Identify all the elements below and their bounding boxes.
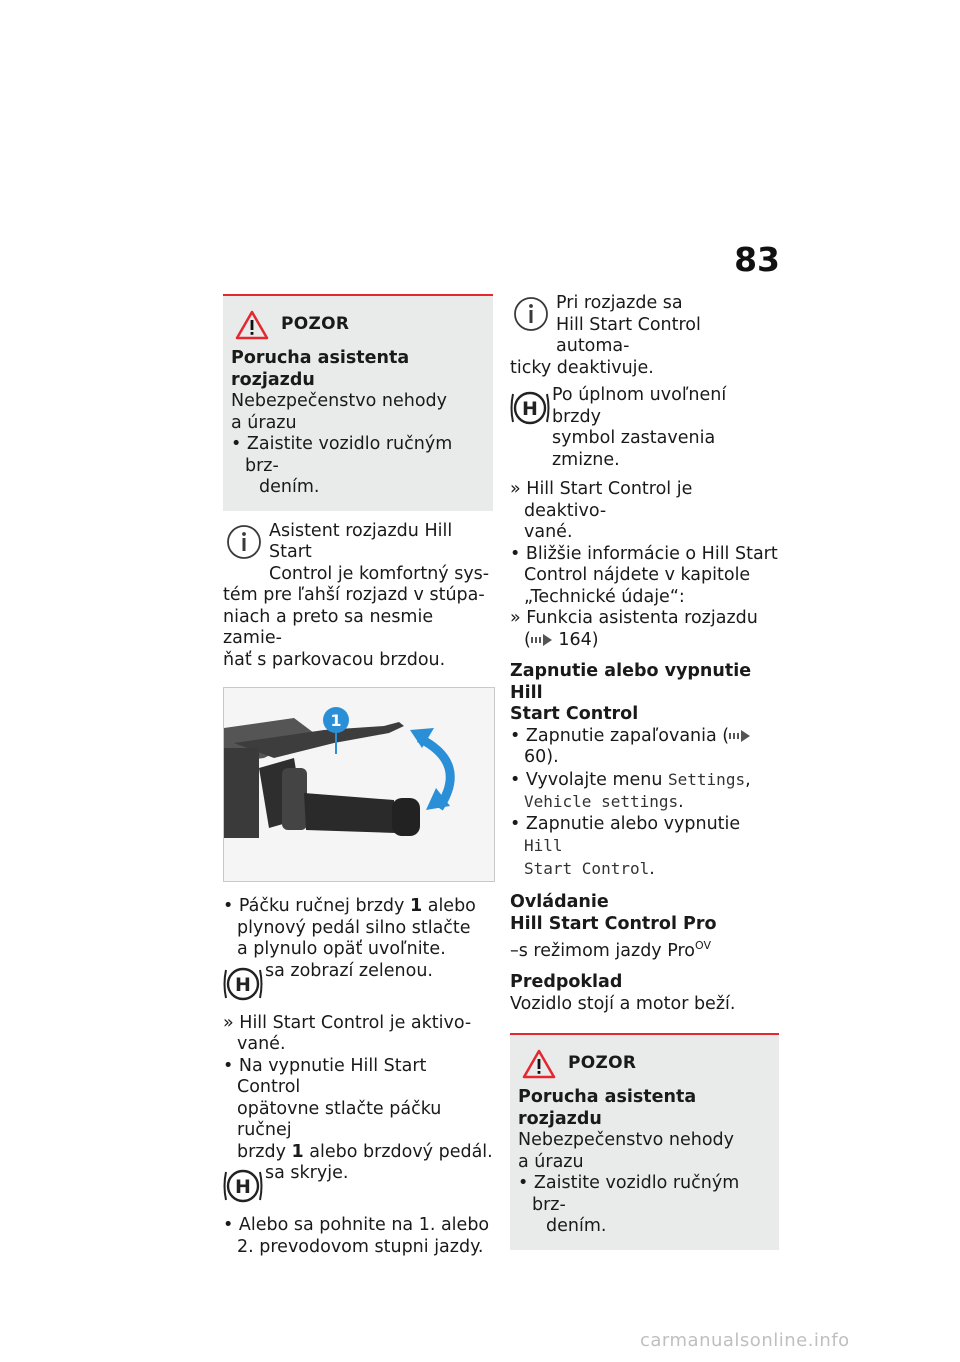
section-heading: Zapnutie alebo vypnutie Hill [510,661,752,703]
step-text: plynový pedál silno stlačte [237,917,471,938]
hill-start-h-icon [223,1167,263,1205]
step-text: opätovne stlačte páčku ručnej [237,1098,442,1140]
step-text: brzdy 1 alebo brzdový pedál. [237,1141,493,1162]
step-item: • Na vypnutie Hill Start Control [223,1055,427,1097]
symbol-row [510,385,779,471]
page-reference-arrow-icon [531,634,553,646]
left-column [223,294,493,1258]
warning-line: a úrazu [231,412,297,433]
warning-bullet: • Zaistite vozidlo ručným brz- dením. [518,1173,740,1237]
watermark: carmanualsonline.info [640,1330,850,1351]
symbol-text: sa zobrazí zelenou. [265,960,433,981]
step-text: Start Control. [524,858,655,879]
result-text: vané. [524,522,573,542]
result-item: » Funkcia asistenta rozjazdu [510,608,758,628]
info-text: Control je komfortný sys- [269,563,490,584]
page-reference-arrow-icon [729,730,751,742]
warning-header [231,310,485,338]
warning-bullet: • Zaistite vozidlo ručným brz- dením. [231,434,453,497]
info-text: ticky deaktivuje. [510,357,654,378]
warning-header [518,1049,771,1077]
handlebar-figure [223,687,495,882]
warning-title: POZOR [281,314,350,334]
symbol-row [223,961,493,1005]
step-text: Vehicle settings. [524,792,684,812]
result-item: » Hill Start Control je deaktivo- [510,479,693,521]
step-text: a plynulo opäť uvoľnite. [237,939,446,959]
handlebar-illustration [224,688,494,881]
symbol-text: sa skryje. [265,1163,349,1183]
step-item: • Zapnutie zapaľovania (60). [510,726,779,769]
step-item: • Alebo sa pohnite na 1. alebo [223,1215,490,1235]
symbol-row [223,1163,493,1207]
step-item: • Zapnutie alebo vypnutie Hill [510,813,741,855]
symbol-text: Po úplnom uvoľnení brzdy symbol zastavenia zmizne. [552,385,727,470]
warning-box [510,1033,779,1250]
section-subtitle: –s režimom jazdy Pro$^{OV}$ [510,939,711,961]
warning-heading: Porucha asistenta rozjazdu [518,1087,697,1129]
svg-text:H: H [235,1176,251,1198]
warning-title: POZOR [568,1053,637,1074]
info-text: niach a preto sa nesmie zamie- [223,606,434,648]
svg-text:H: H [235,973,251,996]
page-number: 83 [734,240,780,279]
info-icon [225,523,263,561]
info-text: Asistent rozjazdu Hill Start [269,520,453,562]
warning-triangle-icon [522,1049,556,1079]
step-item: • Páčku ručnej brzdy 1 alebo [223,896,476,916]
info-text: ňať s parkovacou brzdou. [223,649,446,670]
warning-line: Nebezpečenstvo nehody [231,391,447,411]
svg-text:H: H [522,398,538,420]
info-text: Control nájdete v kapitole [524,565,751,585]
info-text: Hill Start Control automa- [556,314,701,356]
result-item: » Hill Start Control je aktivo- [223,1012,472,1033]
warning-heading: Porucha asistenta rozjazdu [231,348,410,390]
step-text: 2. prevodovom stupni jazdy. [237,1236,484,1257]
right-column [510,293,779,1250]
callout-label: 1 [330,711,342,730]
warning-box [223,294,493,511]
info-note [510,293,779,379]
section-heading: Predpoklad [510,972,623,993]
result-text: vané. [237,1034,286,1054]
section-heading: Start Control [510,704,639,724]
warning-line: Nebezpečenstvo nehody [518,1130,734,1151]
info-text: „Technické údaje“: [524,586,685,607]
section-heading: Hill Start Control Pro [510,913,717,934]
warning-triangle-icon [235,310,269,340]
warning-line: a úrazu [518,1151,584,1172]
hill-start-h-icon [223,965,263,1003]
section-text: Vozidlo stojí a motor beží. [510,993,736,1014]
section-heading: Ovládanie [510,892,609,912]
hill-start-h-icon [510,389,550,427]
info-icon [512,295,550,333]
info-text: Pri rozjazde sa [556,293,683,313]
page-reference[interactable]: ( 164) [524,629,599,650]
info-note [223,521,493,672]
info-bullet: • Bližšie informácie o Hill Start [510,543,778,564]
info-text: tém pre ľahší rozjazd v stúpa- [223,585,485,605]
step-item: • Vyvolajte menu Settings, [510,769,751,790]
